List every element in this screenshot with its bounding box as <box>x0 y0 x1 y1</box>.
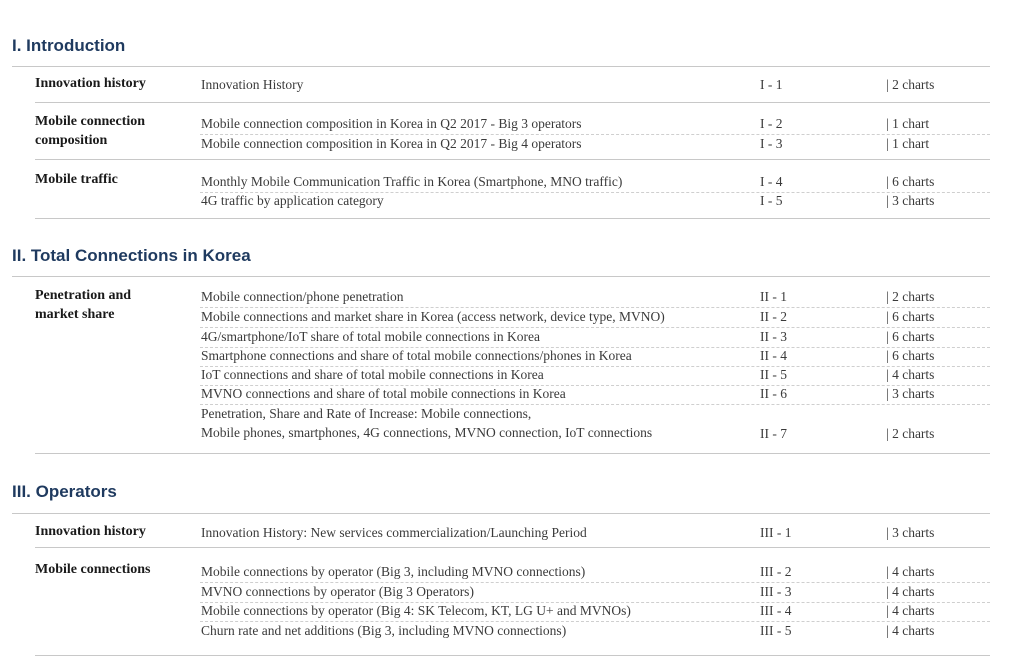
section-divider <box>12 276 990 277</box>
toc-row-title: Mobile connections by operator (Big 3, including MVNO connections) <box>201 564 586 579</box>
toc-row-title: MVNO connections by operator (Big 3 Operators) <box>201 584 474 599</box>
toc-row[interactable] <box>200 365 990 386</box>
toc-row-chart-count: | 6 charts <box>886 348 935 363</box>
group-divider <box>35 218 990 219</box>
toc-row-title: Monthly Mobile Communication Traffic in Korea (Smartphone, MNO traffic) <box>201 174 623 189</box>
toc-row-code: III - 4 <box>760 603 792 618</box>
toc-row-code: III - 1 <box>760 525 792 540</box>
toc-row-chart-count: | 2 charts <box>886 77 935 92</box>
toc-row[interactable] <box>200 601 990 622</box>
toc-row-chart-count: | 3 charts <box>886 193 935 208</box>
toc-row-chart-count: | 3 charts <box>886 386 935 401</box>
toc-row-code: II - 2 <box>760 309 787 324</box>
group-divider <box>35 453 990 454</box>
section-title-operators: III. Operators <box>12 482 117 501</box>
toc-row-chart-count: | 4 charts <box>886 367 935 382</box>
group-label-penetration-market-share: Penetration and market share <box>35 288 132 322</box>
toc-row[interactable] <box>200 191 990 211</box>
toc-row-title: Smartphone connections and share of total mobile connections/phones in Korea <box>201 348 632 363</box>
section-divider <box>12 513 990 514</box>
toc-row-code: I - 3 <box>760 136 783 151</box>
toc-row-chart-count: | 3 charts <box>886 525 935 540</box>
toc-row-code: II - 1 <box>760 289 787 304</box>
toc-row-title: Mobile connection/phone penetration <box>201 289 404 304</box>
toc-row-title: Mobile connection composition in Korea in Q2 2017 - Big 3 operators <box>201 116 582 131</box>
toc-row-code: II - 5 <box>760 367 787 382</box>
toc-row-chart-count: | 4 charts <box>886 623 935 638</box>
toc-row-code: II - 4 <box>760 348 787 363</box>
toc-row-title: IoT connections and share of total mobile connections in Korea <box>201 367 544 382</box>
toc-row-chart-count: | 4 charts <box>886 584 935 599</box>
section-divider <box>12 66 990 67</box>
toc-row-title: Mobile connections by operator (Big 4: SK Telecom, KT, LG U+ and MVNOs) <box>201 603 631 618</box>
toc-row-chart-count: | 6 charts <box>886 309 935 324</box>
toc-row-title: Churn rate and net additions (Big 3, including MVNO connections) <box>201 623 567 638</box>
toc-row-code: II - 3 <box>760 329 787 344</box>
group-label-mobile-traffic: Mobile traffic <box>35 172 118 187</box>
toc-row-title: 4G traffic by application category <box>201 193 384 208</box>
toc-row-chart-count: | 1 chart <box>886 136 930 151</box>
toc-row[interactable] <box>200 562 990 583</box>
toc-row[interactable] <box>200 134 990 154</box>
toc-row[interactable] <box>200 75 990 95</box>
toc-row[interactable] <box>200 523 990 543</box>
toc-row-chart-count: | 6 charts <box>886 174 935 189</box>
toc-row[interactable] <box>200 172 990 193</box>
toc-row-code: III - 3 <box>760 584 792 599</box>
toc-row-title: Mobile connection composition in Korea in Q2 2017 - Big 4 operators <box>201 136 582 151</box>
toc-row[interactable] <box>200 404 990 443</box>
toc-row-code: III - 2 <box>760 564 792 579</box>
toc-row-code: III - 5 <box>760 623 792 638</box>
toc-row-code: I - 5 <box>760 193 783 208</box>
toc-row-title: MVNO connections and share of total mobile connections in Korea <box>201 386 566 401</box>
group-label-mobile-connection-composition: Mobile connection composition <box>35 114 146 148</box>
toc-row-chart-count: | 4 charts <box>886 564 935 579</box>
toc-row-chart-count: | 2 charts <box>886 426 935 441</box>
group-label-mobile-connections: Mobile connections <box>35 562 151 577</box>
group-label-operators-innovation-history: Innovation history <box>35 524 146 539</box>
toc-row-chart-count: | 1 chart <box>886 116 930 131</box>
toc-row-chart-count: | 4 charts <box>886 603 935 618</box>
toc-row[interactable] <box>200 621 990 641</box>
toc-row-code: II - 6 <box>760 386 787 401</box>
toc-row[interactable] <box>200 287 990 308</box>
toc-row-title: Mobile connections and market share in Korea (access network, device type, MVNO) <box>201 309 665 324</box>
group-divider <box>35 102 990 103</box>
toc-row-code: I - 4 <box>760 174 783 189</box>
toc-row[interactable] <box>200 114 990 135</box>
toc-row-title: Innovation History <box>201 77 304 92</box>
group-divider <box>35 159 990 160</box>
group-label-innovation-history: Innovation history <box>35 76 146 91</box>
toc-row-code: I - 1 <box>760 77 783 92</box>
group-divider <box>35 655 990 656</box>
group-divider <box>35 547 990 548</box>
toc-row[interactable] <box>200 346 990 367</box>
toc-row-chart-count: | 6 charts <box>886 329 935 344</box>
section-title-introduction: I. Introduction <box>12 36 126 55</box>
toc-row-code: II - 7 <box>760 426 787 441</box>
toc-row-chart-count: | 2 charts <box>886 289 935 304</box>
toc-row-title: Innovation History: New services commercialization/Launching Period <box>201 525 587 540</box>
toc-row[interactable] <box>200 384 990 405</box>
toc-row[interactable] <box>200 307 990 328</box>
toc-row[interactable] <box>200 582 990 603</box>
toc-row[interactable] <box>200 327 990 348</box>
section-title-total-connections: II. Total Connections in Korea <box>12 246 251 265</box>
toc-row-title: Penetration, Share and Rate of Increase: Mobile connections, Mobile phones, smartphones, 4G connections, MVNO connection, IoT connections <box>201 406 653 440</box>
toc-row-code: I - 2 <box>760 116 783 131</box>
toc-row-title: 4G/smartphone/IoT share of total mobile connections in Korea <box>201 329 541 344</box>
